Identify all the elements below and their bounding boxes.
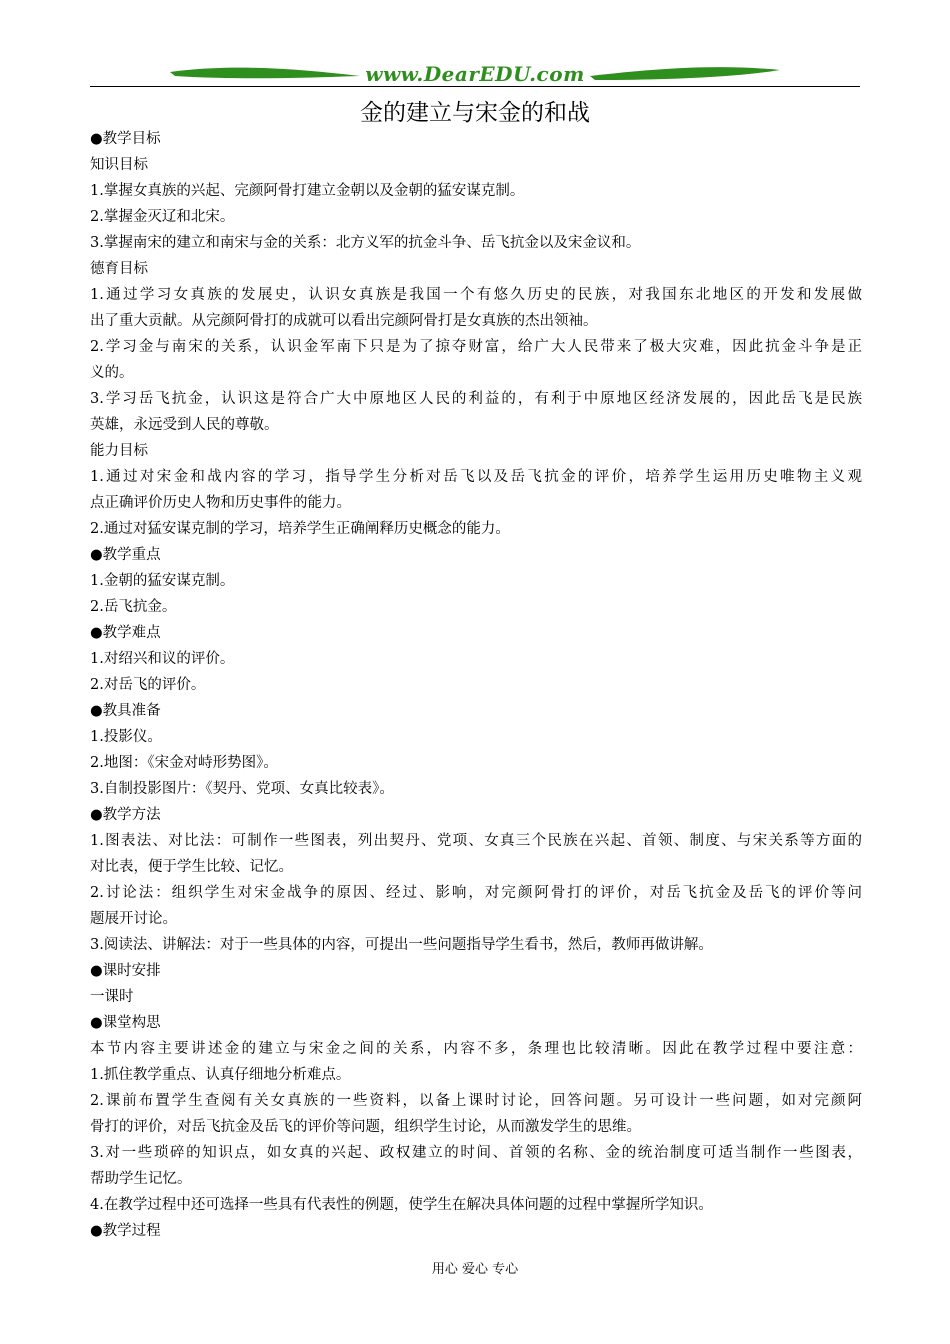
text-line: 2.讨论法：组织学生对宋金战争的原因、经过、影响，对完颜阿骨打的评价，对岳飞抗金及岳飞的评价等问 (90, 885, 862, 901)
text-line: 1.金朝的猛安谋克制。 (90, 573, 235, 589)
text-line: 骨打的评价，对岳飞抗金及岳飞的评价等问题，组织学生讨论，从而激发学生的思维。 (90, 1119, 641, 1135)
text-line: 2.对岳飞的评价。 (90, 677, 206, 693)
text-line: 1.图表法、对比法：可制作一些图表，列出契丹、党项、女真三个民族在兴起、首领、制度、与宋关系等方面的 (90, 833, 862, 849)
text-line: 1.通过对宋金和战内容的学习，指导学生分析对岳飞以及岳飞抗金的评价，培养学生运用历史唯物主义观 (90, 469, 862, 485)
section-heading: ●课堂构思 (90, 1015, 161, 1031)
page-footer: 用心 爱心 专心 (431, 1262, 519, 1277)
text-line: 德育目标 (90, 261, 148, 277)
section-heading: ●教具准备 (90, 703, 161, 719)
text-line: 1.投影仪。 (90, 729, 162, 745)
text-line: 4.在教学过程中还可选择一些具有代表性的例题，使学生在解决具体问题的过程中掌握所学知识。 (90, 1197, 713, 1213)
text-line: 本节内容主要讲述金的建立与宋金之间的关系，内容不多，条理也比较清晰。因此在教学过程中要注意： (90, 1041, 862, 1057)
text-line: 出了重大贡献。从完颜阿骨打的成就可以看出完颜阿骨打是女真族的杰出领袖。 (90, 313, 598, 329)
page-header (90, 58, 860, 94)
site-logo-text[interactable]: www.DearEDU.com (365, 62, 585, 86)
text-line: 题展开讨论。 (90, 911, 177, 927)
text-line: 2.掌握金灭辽和北宋。 (90, 209, 235, 225)
section-heading: ●教学过程 (90, 1223, 161, 1239)
text-line: 3.掌握南宋的建立和南宋与金的关系：北方义军的抗金斗争、岳飞抗金以及宋金议和。 (90, 235, 641, 251)
text-line: 能力目标 (90, 443, 148, 459)
text-line: 帮助学生记忆。 (90, 1171, 192, 1187)
section-heading: ●教学目标 (90, 131, 161, 147)
text-line: 1.对绍兴和议的评价。 (90, 651, 235, 667)
text-line: 知识目标 (90, 157, 148, 173)
text-line: 3.学习岳飞抗金，认识这是符合广大中原地区人民的利益的，有利于中原地区经济发展的，因此岳飞是民族 (90, 391, 862, 407)
text-line: 3.对一些琐碎的知识点，如女真的兴起、政权建立的时间、首领的名称、金的统治制度可适当制作一些图表， (90, 1145, 862, 1161)
text-line: 1.通过学习女真族的发展史，认识女真族是我国一个有悠久历史的民族，对我国东北地区的开发和发展做 (90, 287, 862, 303)
document-body (90, 126, 862, 1244)
section-heading: ●教学重点 (90, 547, 161, 563)
text-line: 3.阅读法、讲解法：对于一些具体的内容，可提出一些问题指导学生看书，然后，教师再做讲解。 (90, 937, 713, 953)
text-line: 1.掌握女真族的兴起、完颜阿骨打建立金朝以及金朝的猛安谋克制。 (90, 183, 525, 199)
text-line: 对比表，便于学生比较、记忆。 (90, 859, 293, 875)
text-line: 英雄，永远受到人民的尊敬。 (90, 417, 279, 433)
text-line: 2.学习金与南宋的关系，认识金军南下只是为了掠夺财富，给广大人民带来了极大灾难，因此抗金斗争是正 (90, 339, 862, 355)
text-line: 2.地图：《宋金对峙形势图》。 (90, 755, 278, 771)
text-line: 3.自制投影图片：《契丹、党项、女真比较表》。 (90, 781, 394, 797)
section-heading: ●教学方法 (90, 807, 161, 823)
text-line: 点正确评价历史人物和历史事件的能力。 (90, 495, 351, 511)
header-divider (90, 86, 860, 87)
section-heading: ●教学难点 (90, 625, 161, 641)
text-line: 2.岳飞抗金。 (90, 599, 177, 615)
text-line: 2.课前布置学生查阅有关女真族的一些资料，以备上课时讨论，回答问题。另可设计一些问题，如对完颜阿 (90, 1093, 862, 1109)
text-line: 2.通过对猛安谋克制的学习，培养学生正确阐释历史概念的能力。 (90, 521, 510, 537)
text-line: 一课时 (90, 989, 134, 1005)
text-line: 义的。 (90, 365, 134, 381)
text-line: 1.抓住教学重点、认真仔细地分析难点。 (90, 1067, 351, 1083)
page-title: 金的建立与宋金的和战 (360, 100, 590, 126)
section-heading: ●课时安排 (90, 963, 161, 979)
